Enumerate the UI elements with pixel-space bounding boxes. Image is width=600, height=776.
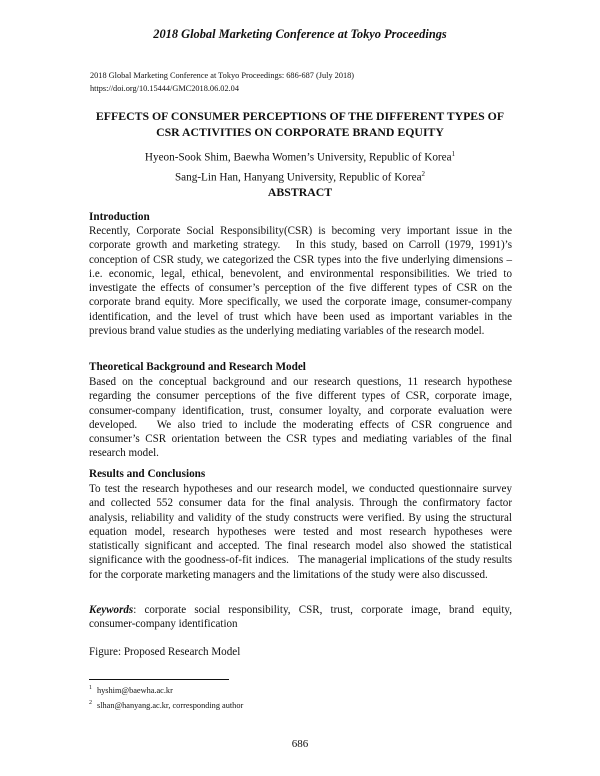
author-1: Hyeon-Sook Shim, Baewha Women’s University, Republic of Korea$^1$ [144, 150, 456, 164]
keywords-text: : corporate social responsibility, CSR, trust, corporate image, brand equity, consumer-company identification [89, 604, 512, 631]
theoretical-paragraph: Based on the conceptual background and our research questions, 11 research hypothese regarding the consumer perceptions of the five different types of CSR, corporate image, consumer-company identification, trust, consumer loyalty, and corporate evaluation were developed. We also tried to include the moderating effects of CSR congruence and consumer’s CSR orientation between the CSR types and mediating variables of the final research model. [89, 376, 512, 460]
running-head: 2018 Global Marketing Conference at Tokyo Proceedings [153, 27, 447, 41]
keywords-paragraph [89, 603, 512, 632]
results-heading: Results and Conclusions [89, 468, 206, 480]
author-1-footnote-mark: 1 [451, 150, 456, 158]
footnote-2-email: slhan@hanyang.ac.kr, corresponding author [97, 700, 244, 710]
footnote-2: $^2$ slhan@hanyang.ac.kr, corresponding author [89, 699, 244, 710]
introduction-heading: Introduction [89, 211, 150, 223]
author-list [60, 146, 540, 185]
doi-line: https://doi.org/10.15444/GMC2018.06.02.04 [90, 83, 239, 93]
abstract-heading: ABSTRACT [267, 185, 333, 199]
title-line-2: CSR ACTIVITIES ON CORPORATE BRAND EQUITY [156, 125, 444, 139]
theoretical-heading: Theoretical Background and Research Model [89, 361, 306, 373]
results-paragraph: To test the research hypotheses and our research model, we conducted questionnaire survey and collected 552 consumer data for the final analysis. Through the confirmatory factor analysis, reliability and validity of the study constructs were verified. By using the structural equation model, research hypotheses were tested and most research hypotheses were statistically significant and accepted. The final research model also showed the statistical significance with the goodness-of-fit indices. The managerial implications of the study results for the corporate marketing managers and the limitations of the study were also discussed. [89, 483, 512, 581]
citation-block [90, 70, 510, 95]
page-number: 686 [291, 738, 309, 750]
footnote-1: $^1$ hyshim@baewha.ac.kr [89, 685, 173, 695]
author-2: Sang-Lin Han, Hanyang University, Republic of Korea$^2$ [174, 169, 426, 184]
keywords-label: Keywords [89, 604, 134, 616]
figure-caption: Figure: Proposed Research Model [89, 646, 241, 658]
author-2-footnote-mark: 2 [421, 169, 426, 178]
citation-line: 2018 Global Marketing Conference at Tokyo Proceedings: 686-687 (July 2018) [90, 71, 355, 80]
footnotes [89, 682, 243, 712]
paper-title [60, 108, 540, 140]
title-line-1: EFFECTS OF CONSUMER PERCEPTIONS OF THE DIFFERENT TYPES OF [95, 109, 505, 123]
introduction-paragraph: Recently, Corporate Social Responsibility(CSR) is becoming very important issue in the corporate growth and marketing strategy. In this study, based on Carroll (1979, 1991)’s conception of CSR study, we categorized the CSR types into the five underlying dimensions – i.e. economic, legal, ethical, benevolent, and environmental responsibilities. We tried to investigate the effects of consumer’s perception of the five different types of CSR on the corporate brand equity. More specifically, we used the corporate image, consumer-company identification, and the level of trust which have been used as important variables in the previous brand value studies as the underlying mediating variables of the research model. [89, 225, 512, 338]
footnote-divider [89, 679, 229, 680]
footnote-1-email: hyshim@baewha.ac.kr [97, 685, 173, 695]
